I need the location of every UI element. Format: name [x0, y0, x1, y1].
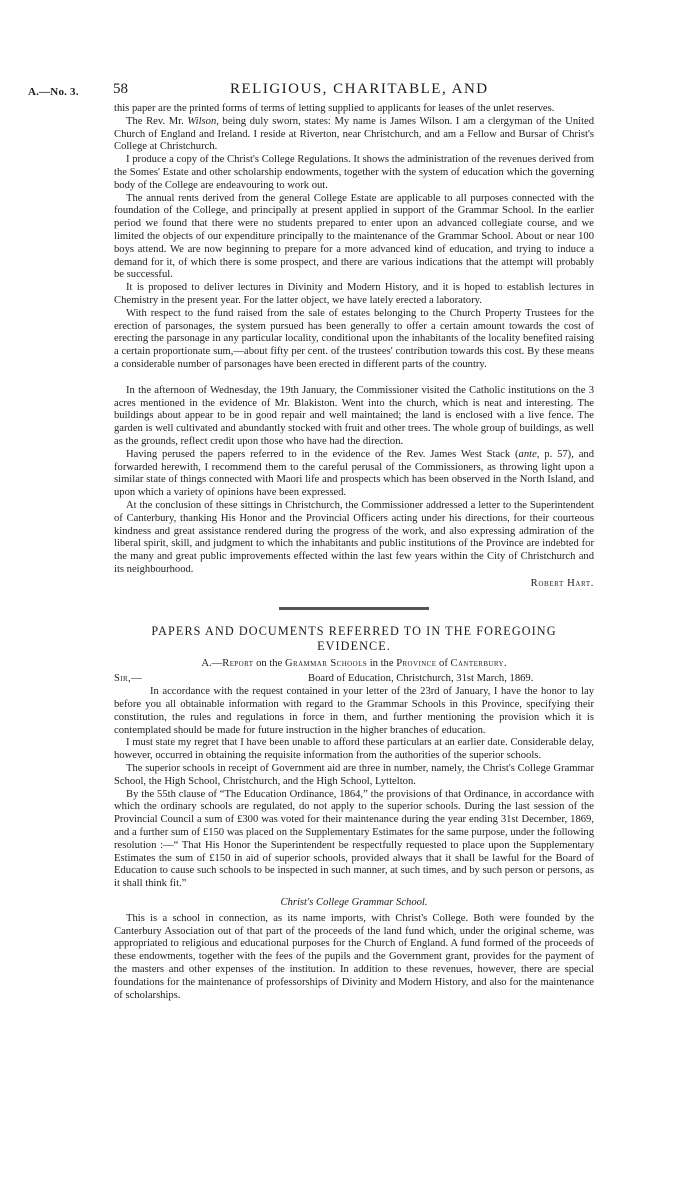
letter-dateline — [114, 673, 594, 686]
paragraph: I must state my regret that I have been unable to afford these particulars at an earlier date. Considerable delay, however, occurred in obtaining the requisite information from the authorities of the superior schools. — [114, 737, 594, 762]
paragraph-gap — [114, 372, 594, 385]
paragraph: In accordance with the request contained in your letter of the 23rd of January, I have the honor to lay before you all obtainable information with regard to the Grammar Schools in this Province, specifying their constitution, the rules and regulations in force in them, and further mentioning the provision which it is contemplated should be made for future instruction in the higher branches of education. — [114, 686, 594, 736]
text-run: The Rev. Mr. — [126, 115, 188, 127]
paragraph: The superior schools in receipt of Government aid are three in number, namely, the Christ's College Grammar School, the High School, Christchurch, and the High School, Lyttelton. — [114, 763, 594, 787]
paragraph: It is proposed to deliver lectures in Divinity and Modern History, and it is hoped to establish lectures in Chemistry in the present year. For the latter object, we have lately erected a laboratory. — [114, 282, 594, 306]
paragraph: At the conclusion of these sittings in Christchurch, the Commissioner addressed a letter to the Superintendent of Canterbury, thanking His Honor and the Provincial Officers acting under his directions, for their courteous kindness and great assistance rendered during the progress of the work, and also expressing admiration of the liberal spirit, skill, and judgment to which the inhabitants and public institutions of the Province are indebted for the many and great public improvements effected within the last few years within the City of Christchurch and its neighbourhood. — [114, 499, 594, 575]
text-run: Having perused the papers referred to in the evidence of the Rev. James West Stack ( — [126, 448, 519, 460]
signature: Robert Hart. — [530, 577, 594, 589]
running-header — [0, 83, 700, 103]
paragraph: By the 55th clause of “The Education Ordinance, 1864,” the provisions of that Ordinance, in accordance with which the ordinary schools are regulated, do not apply to the superior schools. During the last session of the Provincial Council a sum of £300 was voted for their maintenance during the year ending 31st December, 1869, and a further sum of £150 was placed on the Supplementary Estimates for the same purpose, under the following resolution :—“ That His Honor the Superintendent be respectfully requested to place upon the Supplementary Estimates the sum of £150 in aid of superior schools, provided always that it shall be lawful for the Board of Education to cause such schools to be inspected in such manner, at such times, and by such person or persons, as it shall think fit.” — [114, 788, 594, 890]
text-run: , being duly sworn, states: My name is James Wilson. I am a clergyman of the United Church of England and Ireland. I reside at Riverton, near Christchurch, and am a Fellow and Bursar of Christ's College at Christchurch. — [114, 115, 595, 153]
paragraph: In the afternoon of Wednesday, the 19th January, the Commissioner visited the Catholic institutions on the 3 acres mentioned in the evidence of Mr. Blakiston. Went into the church, which is neat and interesting. The buildings about appear to be in good repair and well maintained; the land is enclosed with a live fence. The garden is well cultivated and abundantly stocked with fruit and other trees. The whole group of buildings, as well as the grounds, reflect credit upon those who have had the direction. — [114, 384, 594, 447]
text-run: , p. 57), and forwarded herewith, I recommend them to the careful perusal of the Commissioners, as throwing light upon a similar state of things connected with Maori life and prospects which has been observed in the North Island, and upon which a variety of opinions have been expressed. — [114, 448, 595, 499]
paragraph: this paper are the printed forms of terms of letting supplied to applicants for leases of the unlet reserves. — [114, 103, 555, 114]
paragraph: I produce a copy of the Christ's College Regulations. It shows the administration of the revenues derived from the Somes' Estate and other scholarship endowments, together with the system of education which the governing body of the College are endeavouring to work out. — [114, 154, 594, 191]
paragraph — [114, 116, 594, 154]
paragraph: This is a school in connection, as its name imports, with Christ's College. Both were founded by the Canterbury Association out of that part of the proceeds of the land fund which, under the original scheme, was appropriated to religious and educational purposes for the Church of England. A fund formed of the proceeds of these endowments, together with the fees of the pupils and the Government grant, provides for the payment of the masters and other expenses of the institution. In addition to these revenues, however, there are special foundations for the maintenance of professorships of Divinity and Modern History, and also for the maintenance of scholarships. — [114, 912, 594, 1001]
witness-name: Wilson — [187, 115, 217, 127]
section-divider — [279, 607, 429, 610]
running-title: RELIGIOUS, CHARITABLE, AND — [230, 81, 489, 97]
page-number: 58 — [113, 81, 128, 97]
document-reference: A.—No. 3. — [28, 86, 79, 98]
citation: ante — [518, 448, 537, 460]
paragraph: With respect to the fund raised from the sale of estates belonging to the Church Property Trustees for the erection of parsonages, the system pursued has been generally to offer a certain amount towards the cost of erecting the parsonage in any particular locality, conditional upon the inhabitants of the locality benefited raising a certain proportionate sum,—about fifty per cent. of the trustees' contribution towards this cost. By these means a considerable number of parsonages have been erected in different parts of the country. — [114, 307, 594, 370]
subheading: Christ's College Grammar School. — [280, 897, 428, 909]
salutation: Sir,— — [114, 673, 143, 685]
paragraph — [114, 449, 594, 500]
report-title: A.—Report on the Grammar Schools in the Province of Canterbury. — [201, 658, 507, 670]
section-title: PAPERS AND DOCUMENTS REFERRED TO IN THE FOREGOING EVIDENCE. — [151, 624, 557, 654]
date-address: Board of Education, Christchurch, 31st March, 1869. — [308, 673, 534, 685]
paragraph: The annual rents derived from the general College Estate are applicable to all purposes connected with the foundation of the College, and principally at present applied in support of the Grammar School. In the earlier period we found that there were no students prepared to enter upon an advanced collegiate course, and we limited the objects of our expenditure principally to the maintenance of the Grammar School. About or near 100 boys attend. We are now beginning to prepare for a more advanced kind of education, and trying to induce a demand for it, of which there is some prospect, and there are various indications that the attempt will probably be successful. — [114, 192, 594, 281]
page-body — [114, 103, 594, 1002]
